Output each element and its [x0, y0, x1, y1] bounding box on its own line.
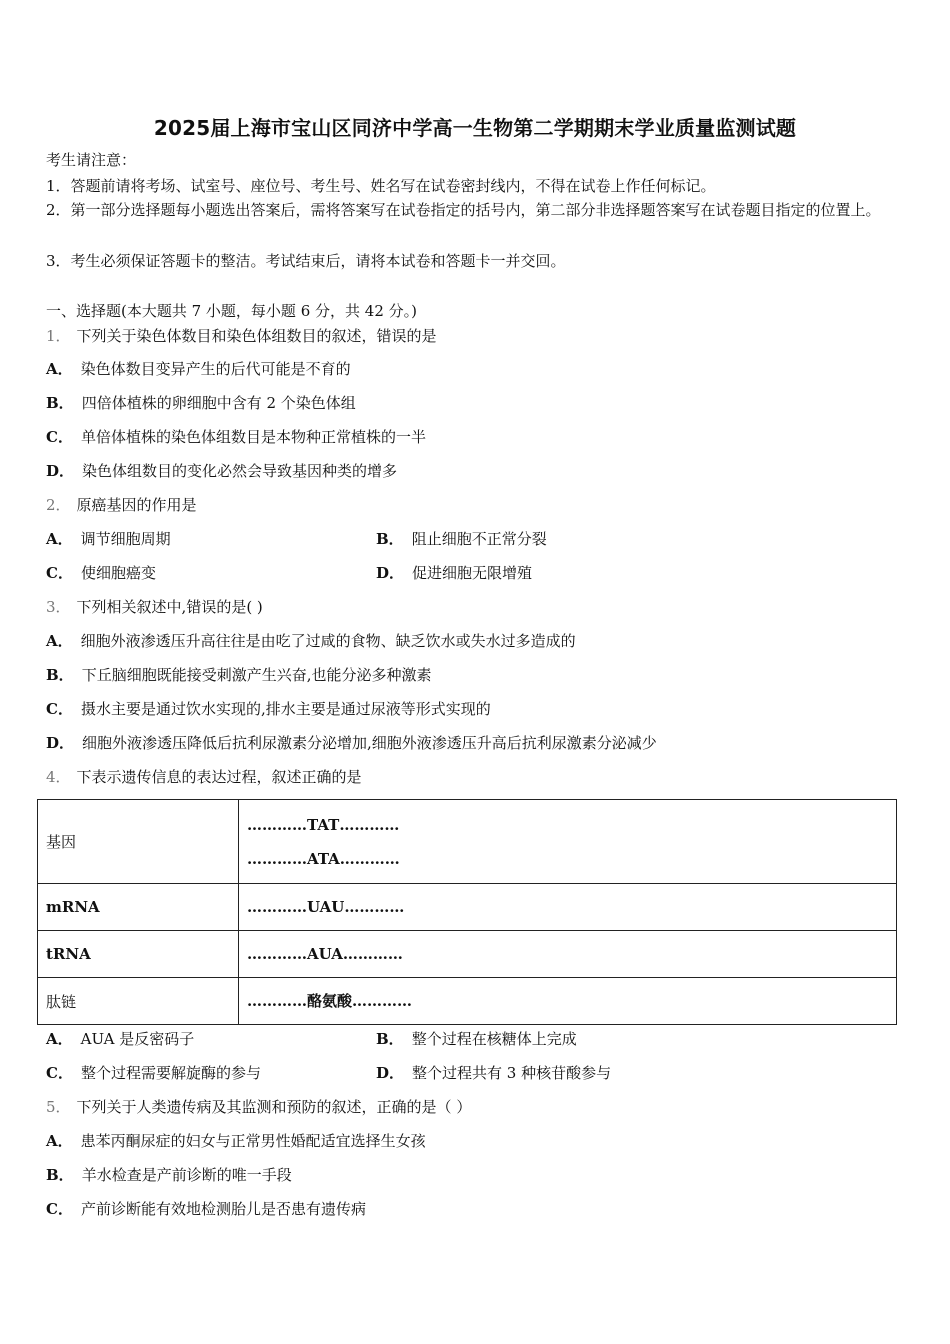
answer-option	[376, 1029, 577, 1049]
gene-expression-table	[37, 799, 897, 1025]
sequence-text: …………TAT…………	[247, 815, 400, 834]
answer-option	[46, 564, 156, 582]
answer-option	[46, 461, 397, 481]
question-text: 下列关于人类遗传病及其监测和预防的叙述，正确的是（ ）	[76, 1098, 472, 1116]
option-text: 单倍体植株的染色体组数目是本物种正常植株的一半	[80, 428, 426, 446]
option-letter: B．	[46, 394, 74, 412]
option-letter: A．	[46, 360, 73, 378]
table-row-label: 基因	[38, 800, 239, 884]
answer-option	[46, 1131, 426, 1151]
option-text: 促进细胞无限增殖	[412, 564, 533, 582]
answer-option	[46, 1030, 194, 1048]
option-text: 染色体组数目的变化必然会导致基因种类的增多	[82, 462, 398, 480]
answer-option	[46, 699, 491, 719]
table-row	[38, 978, 897, 1025]
option-letter: C．	[46, 428, 73, 446]
option-text: 下丘脑细胞既能接受刺激产生兴奋,也能分泌多种激素	[81, 666, 432, 684]
option-letter: B．	[376, 530, 404, 548]
table-row-label: mRNA	[38, 884, 239, 931]
question-number: 1．	[46, 327, 71, 345]
question-number: 4．	[46, 768, 71, 786]
option-row	[46, 1029, 906, 1049]
option-text: 整个过程在核糖体上完成	[411, 1030, 577, 1048]
table-row-label: 肽链	[38, 978, 239, 1025]
table-row	[38, 931, 897, 978]
option-letter: D．	[46, 734, 75, 752]
option-letter: A．	[46, 632, 73, 650]
notice-heading: 考生请注意：	[46, 151, 137, 169]
notice-item-2: 2．第一部分选择题每小题选出答案后，需将答案写在试卷指定的括号内，第二部分非选择题答案写在试卷题目指定的位置上。	[46, 201, 881, 219]
option-text: 整个过程共有 3 种核苷酸参与	[412, 1064, 612, 1082]
question-text: 原癌基因的作用是	[76, 496, 197, 514]
option-letter: C．	[46, 1064, 73, 1082]
sequence-text: …………UAU…………	[239, 884, 897, 931]
question-stem	[46, 1097, 471, 1117]
option-letter: A．	[46, 1132, 73, 1150]
option-row	[46, 1063, 906, 1083]
answer-option	[376, 1063, 611, 1083]
question-stem	[46, 767, 362, 787]
option-text: 四倍体植株的卵细胞中含有 2 个染色体组	[81, 394, 356, 412]
answer-option	[46, 631, 576, 651]
option-letter: D．	[376, 564, 405, 582]
option-letter: D．	[46, 462, 75, 480]
question-text: 下表示遗传信息的表达过程，叙述正确的是	[76, 768, 362, 786]
question-stem	[46, 326, 437, 346]
answer-option	[376, 529, 547, 549]
answer-option	[46, 1064, 261, 1082]
question-text: 下列关于染色体数目和染色体组数目的叙述，错误的是	[76, 327, 437, 345]
option-text: 细胞外液渗透压降低后抗利尿激素分泌增加,细胞外液渗透压升高后抗利尿激素分泌减少	[82, 734, 657, 752]
answer-option	[376, 563, 532, 583]
table-row	[38, 800, 897, 884]
sequence-text: …………AUA…………	[239, 931, 897, 978]
answer-option	[46, 665, 431, 685]
option-letter: D．	[376, 1064, 405, 1082]
option-letter: A．	[46, 530, 73, 548]
question-number: 3．	[46, 598, 71, 616]
sequence-text: …………ATA…………	[247, 849, 400, 868]
option-letter: B．	[46, 1166, 74, 1184]
option-letter: C．	[46, 564, 73, 582]
answer-option	[46, 427, 426, 447]
option-letter: C．	[46, 1200, 73, 1218]
option-row	[46, 529, 906, 549]
option-text: 使细胞癌变	[80, 564, 156, 582]
question-stem	[46, 597, 263, 617]
sequence-text: …………酪氨酸…………	[239, 978, 897, 1025]
question-stem	[46, 495, 197, 515]
page-title: 2025届上海市宝山区同济中学高一生物第二学期期末学业质量监测试题	[153, 116, 797, 140]
option-letter: A．	[46, 1030, 73, 1048]
answer-option	[46, 1165, 292, 1185]
option-letter: C．	[46, 700, 73, 718]
option-text: 细胞外液渗透压升高往往是由吃了过咸的食物、缺乏饮水或失水过多造成的	[80, 632, 576, 650]
table-row	[38, 884, 897, 931]
option-text: 摄水主要是通过饮水实现的,排水主要是通过尿液等形式实现的	[80, 700, 491, 718]
option-letter: B．	[46, 666, 74, 684]
option-text: 产前诊断能有效地检测胎儿是否患有遗传病	[80, 1200, 366, 1218]
option-text: AUA 是反密码子	[80, 1030, 195, 1048]
table-cell	[239, 800, 897, 884]
notice-item-3: 3．考生必须保证答题卡的整洁。考试结束后，请将本试卷和答题卡一并交回。	[46, 252, 566, 270]
notice-item-1: 1．答题前请将考场、试室号、座位号、考生号、姓名写在试卷密封线内，不得在试卷上作任何标记。	[46, 177, 716, 195]
question-number: 2．	[46, 496, 71, 514]
question-number: 5．	[46, 1098, 71, 1116]
option-text: 整个过程需要解旋酶的参与	[80, 1064, 261, 1082]
option-text: 染色体数目变异产生的后代可能是不育的	[80, 360, 351, 378]
answer-option	[46, 1199, 366, 1219]
question-text: 下列相关叙述中,错误的是( )	[76, 598, 263, 616]
answer-option	[46, 359, 351, 379]
option-row	[46, 563, 906, 583]
answer-option	[46, 393, 356, 413]
option-text: 调节细胞周期	[80, 530, 171, 548]
option-text: 患苯丙酮尿症的妇女与正常男性婚配适宜选择生女孩	[80, 1132, 426, 1150]
section-heading: 一、选择题(本大题共 7 小题，每小题 6 分，共 42 分。)	[46, 302, 417, 320]
option-text: 羊水检查是产前诊断的唯一手段	[81, 1166, 292, 1184]
answer-option	[46, 733, 657, 753]
table-row-label: tRNA	[38, 931, 239, 978]
answer-option	[46, 530, 171, 548]
option-text: 阻止细胞不正常分裂	[411, 530, 547, 548]
option-letter: B．	[376, 1030, 404, 1048]
